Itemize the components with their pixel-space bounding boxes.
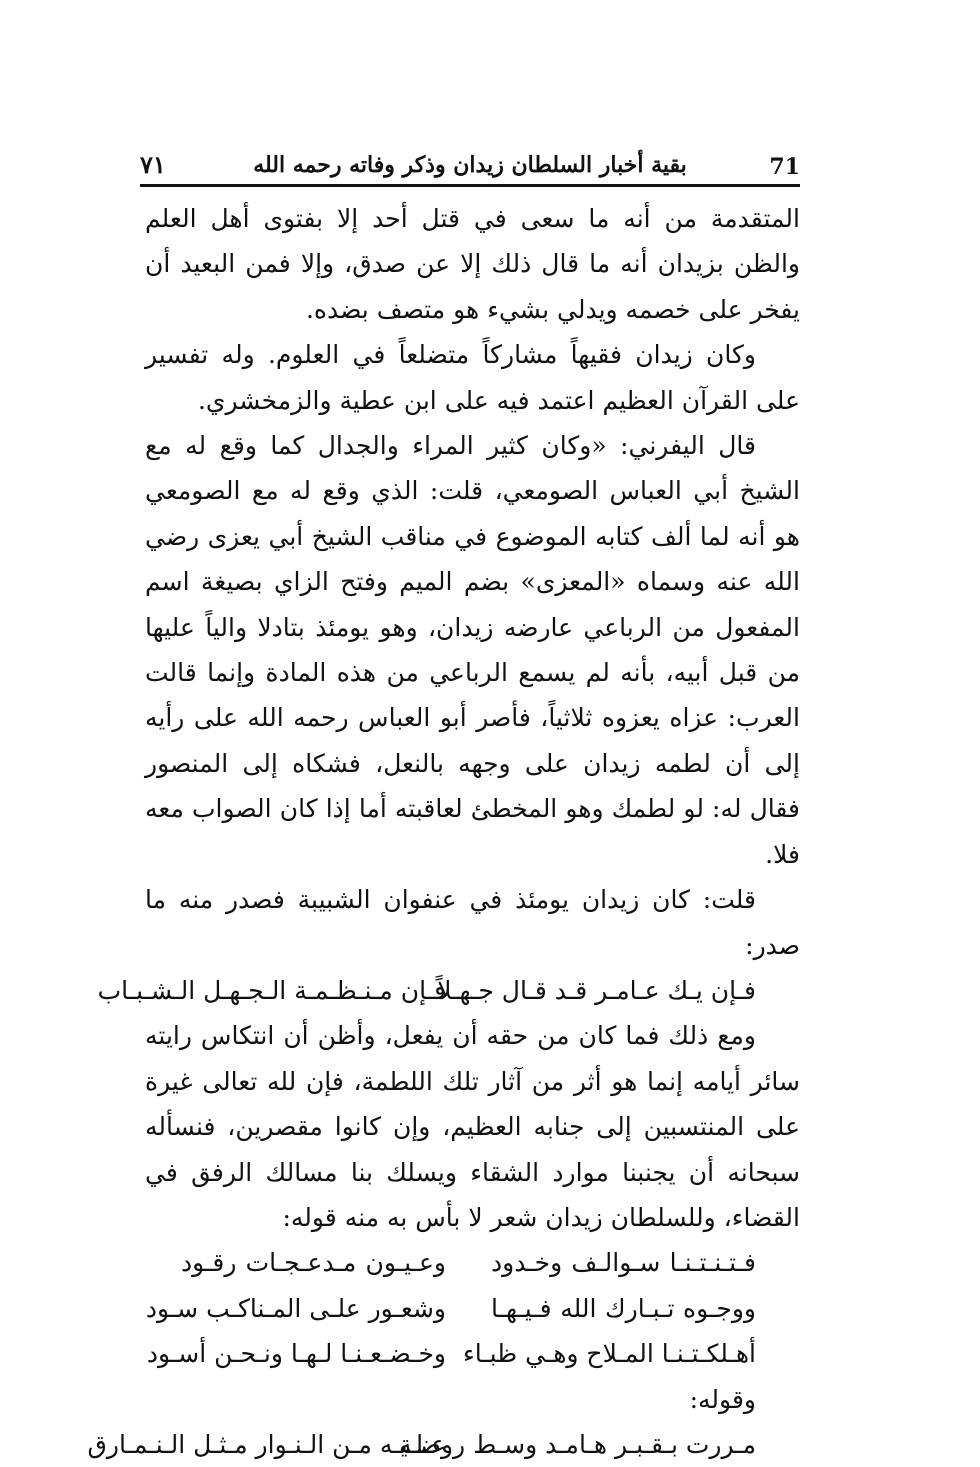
verse-3-first-hemistich: ووجـوه تـبـارك الله فـيـهـا	[491, 1293, 756, 1323]
verse-line-1	[97, 968, 800, 1013]
page-body	[87, 196, 800, 1467]
verse-line-4	[145, 1331, 800, 1376]
paragraph-6: وقوله:	[689, 1384, 756, 1414]
header-rule	[140, 184, 800, 187]
verse-1-first-hemistich: فـإن يـك عـامـر قـد قـال جـهـلاً	[437, 975, 756, 1005]
verse-2-first-hemistich: فـتـنـتـنـا سـوالـف وخـدود	[491, 1248, 756, 1278]
paragraph-4: قلت: كان زيدان يومئذ في عنفوان الشبيبة فصدر منه ما صدر:	[145, 885, 800, 960]
paragraph-3: قال اليفرني: «وكان كثير المراء والجدال كما وقع له مع الشيخ أبي العباس الصومعي، قلت: الذي وقع له مع الصومعي هو أنه لما ألف كتابه الموضوع في مناقب الشيخ أبي يعزى رضي الله عنه وسماه «المعزى» بضم الميم وفتح الزاي بصيغة اسم المفعول من الرباعي عارضه زيدان، وهو يومئذ بتادلا والياً عليها من قبل أبيه، بأنه لم يسمع الرباعي من هذه المادة وإنما قالت العرب: عزاه يعزوه ثلاثياً، فأصر أبو العباس رحمه الله على رأيه إلى أن لطمه زيدان على وجهه بالنعل، فشكاه إلى المنصور فقال له: لو لطمك وهو المخطئ لعاقبته أما إذا كان الصواب معه فلا.	[145, 431, 800, 869]
paragraph-5: ومع ذلك فما كان من حقه أن يفعل، وأظن أن انتكاس رايته سائر أيامه إنما هو أثر من آثار تلك اللطمة، فإن لله تعالى غيرة على المنتسبين إلى جنابه العظيم، وإن كانوا مقصرين، فنسأله سبحانه أن يجنبنا موارد الشقاء ويسلك بنا مسالك الرفق في القضاء، وللسلطان زيدان شعر لا بأس به منه قوله:	[145, 1021, 800, 1232]
paragraph-2: وكان زيدان فقيهاً مشاركاً متضلعاً في العلوم. وله تفسير على القرآن العظيم اعتمد فيه على ابن عطية والزمخشري.	[145, 340, 800, 415]
paragraph-1: المتقدمة من أنه ما سعى في قتل أحد إلا بفتوى أهل العلم والظن بزيدان أنه ما قال ذلك إلا عن صدق، وإلا فمن البعيد أن يفخر على خصمه ويدلي بشيء هو متصف بضده.	[145, 204, 800, 324]
page-number-arabic: ٧١	[140, 150, 166, 179]
running-title: بقية أخبار السلطان زيدان وذكر وفاته رحمه الله	[253, 152, 687, 178]
verse-2-second-hemistich: وعـيـون مـدعـجـات رقـود	[181, 1248, 446, 1278]
verse-line-2	[145, 1240, 800, 1285]
verse-line-5	[87, 1422, 800, 1467]
verse-4-second-hemistich: وخـضـعـنـا لـهـا ونـحـن أسـود	[146, 1339, 446, 1369]
page-number-latin: 71	[769, 154, 800, 180]
verse-3-second-hemistich: وشعـور علـى المـناكـب سـود	[145, 1293, 446, 1323]
verse-5-first-hemistich: مـررت بـقـبـر هـامـد وسـط روضـة	[399, 1429, 756, 1459]
verse-line-3	[145, 1286, 800, 1331]
page-header	[140, 150, 800, 182]
verse-5-second-hemistich: عـلـيـه مـن الـنـوار مـثـل الـنـمـارق	[87, 1429, 446, 1459]
verse-1-second-hemistich: فـإن مـنـظـمـة الـجـهـل الـشـبـاب	[97, 975, 446, 1005]
verse-4-first-hemistich: أهـلكـتـنـا المـلاح وهـي ظبـاء	[462, 1339, 756, 1369]
